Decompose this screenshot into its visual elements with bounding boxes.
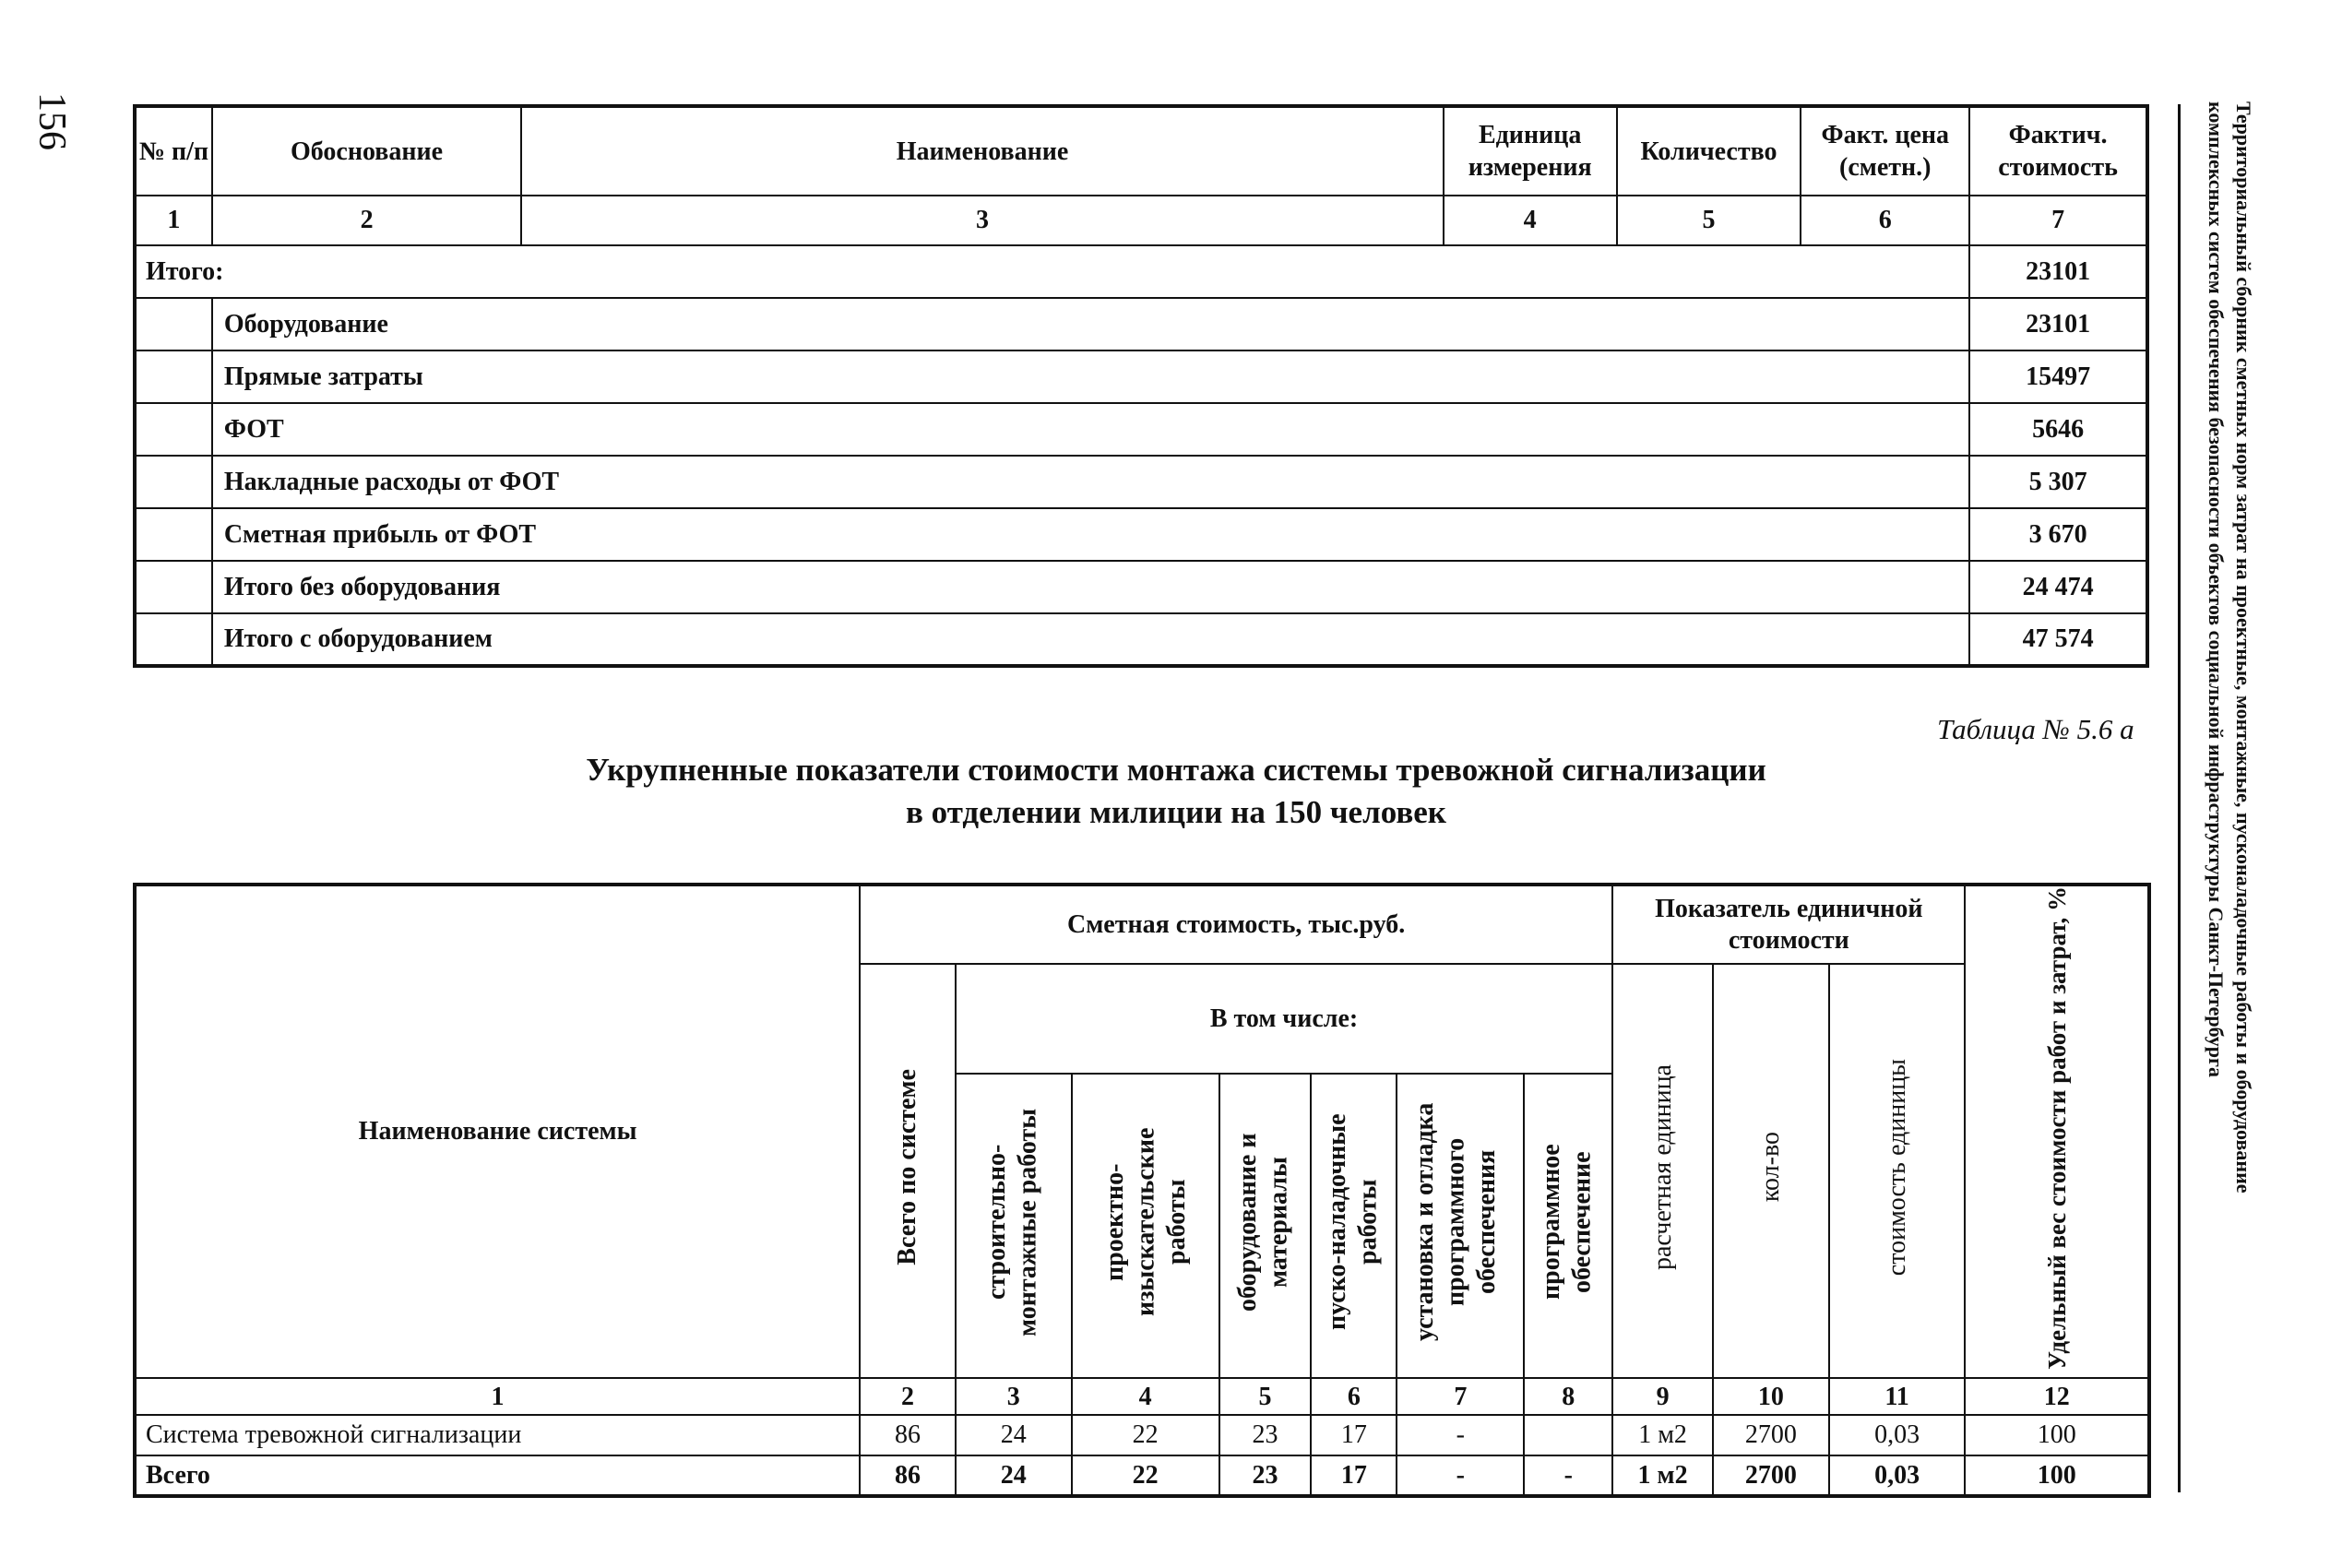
including-header: В том числе: <box>956 964 1612 1074</box>
column-number: 1 <box>135 196 212 245</box>
cell: 2700 <box>1713 1455 1829 1496</box>
header-cell: № п/п <box>135 106 212 196</box>
table-title-line1: Укрупненные показатели стоимости монтажа системы тревожной сигнализации <box>586 752 1766 788</box>
table-row <box>135 613 2147 666</box>
column-number: 6 <box>1311 1378 1397 1415</box>
row-value: 5 307 <box>1969 456 2147 508</box>
cell: - <box>1397 1415 1524 1455</box>
header-cell: Количество <box>1617 106 1801 196</box>
cell: 23 <box>1219 1455 1312 1496</box>
cell: 86 <box>860 1415 956 1455</box>
system-name: Система тревожной сигнализации <box>135 1415 860 1455</box>
table-row <box>135 561 2147 613</box>
unit-cost-header: стоимость единицы <box>1829 964 1966 1378</box>
cell: 23 <box>1219 1415 1312 1455</box>
table-row <box>135 1455 2149 1496</box>
page-number: 156 <box>30 92 73 150</box>
construction-header: строительно-монтажные работы <box>956 1074 1072 1378</box>
side-header-line2: комплексных систем обеспечения безопасности объектов социальной инфраструктуры Санкт-Петербурга <box>2205 101 2228 1077</box>
row-value: 24 474 <box>1969 561 2147 613</box>
column-number-row <box>135 196 2147 245</box>
cell: 24 <box>956 1415 1072 1455</box>
cell: 1 м2 <box>1612 1415 1713 1455</box>
header-row <box>135 885 2149 964</box>
column-number: 8 <box>1524 1378 1612 1415</box>
cell: 1 м2 <box>1612 1455 1713 1496</box>
header-cell: Факт. цена (сметн.) <box>1801 106 1969 196</box>
table-row <box>135 350 2147 403</box>
header-row <box>135 106 2147 196</box>
cell: 0,03 <box>1829 1455 1966 1496</box>
row-label: Сметная прибыль от ФОТ <box>212 508 1969 561</box>
table-number: Таблица № 5.6 а <box>1937 713 2134 745</box>
software-install-header: установка и отладка программного обеспечения <box>1397 1074 1524 1378</box>
header-cell: Единица измерения <box>1444 106 1617 196</box>
total-value: 23101 <box>1969 245 2147 298</box>
column-number: 11 <box>1829 1378 1966 1415</box>
row-label: ФОТ <box>212 403 1969 456</box>
row-value: 23101 <box>1969 298 2147 350</box>
design-header: проектно-изыскательские работы <box>1072 1074 1219 1378</box>
cell: 17 <box>1311 1415 1397 1455</box>
row-label: Оборудование <box>212 298 1969 350</box>
equipment-header: оборудование и материалы <box>1219 1074 1312 1378</box>
row-value: 15497 <box>1969 350 2147 403</box>
header-cell: Фактич. стоимость <box>1969 106 2147 196</box>
qty-header: кол-во <box>1713 964 1829 1378</box>
cell: 24 <box>956 1455 1072 1496</box>
row-label: Итого с оборудованием <box>212 613 1969 666</box>
cell: 86 <box>860 1455 956 1496</box>
system-name: Всего <box>135 1455 860 1496</box>
column-number: 3 <box>521 196 1443 245</box>
share-header: Удельный вес стоимости работ и затрат, % <box>1965 885 2149 1378</box>
side-divider <box>2178 104 2181 1492</box>
row-label: Накладные расходы от ФОТ <box>212 456 1969 508</box>
side-header-line1: Территориальный сборник сметных норм затрат на проектные, монтажные, пусконаладочные работы и оборудование <box>2232 101 2255 1194</box>
column-number: 2 <box>860 1378 956 1415</box>
cell: 100 <box>1965 1455 2149 1496</box>
column-number: 10 <box>1713 1378 1829 1415</box>
column-number: 5 <box>1617 196 1801 245</box>
software-header: программное обеспечение <box>1524 1074 1612 1378</box>
cell: 2700 <box>1713 1415 1829 1455</box>
cell: - <box>1524 1455 1612 1496</box>
row-value: 5646 <box>1969 403 2147 456</box>
column-number: 5 <box>1219 1378 1312 1415</box>
column-number: 4 <box>1072 1378 1219 1415</box>
table-row <box>135 508 2147 561</box>
row-value: 47 574 <box>1969 613 2147 666</box>
unit-header: расчетная единица <box>1612 964 1713 1378</box>
column-number: 4 <box>1444 196 1617 245</box>
column-number: 12 <box>1965 1378 2149 1415</box>
column-number: 7 <box>1969 196 2147 245</box>
table-row <box>135 456 2147 508</box>
cell: 22 <box>1072 1415 1219 1455</box>
column-number: 1 <box>135 1378 860 1415</box>
table-row <box>135 1415 2149 1455</box>
table-title <box>369 749 1983 833</box>
column-number: 7 <box>1397 1378 1524 1415</box>
column-number-row <box>135 1378 2149 1415</box>
column-number: 2 <box>212 196 521 245</box>
table-row <box>135 298 2147 350</box>
row-label: Прямые затраты <box>212 350 1969 403</box>
unit-indicator-header: Показатель единичной стоимости <box>1612 885 1965 964</box>
table-title-line2: в отделении милиции на 150 человек <box>906 793 1446 830</box>
cell: - <box>1397 1455 1524 1496</box>
total-system-header: Всего по системе <box>860 964 956 1378</box>
row-label: Итого без оборудования <box>212 561 1969 613</box>
cell: 22 <box>1072 1455 1219 1496</box>
cell <box>1524 1415 1612 1455</box>
total-label: Итого: <box>135 245 1969 298</box>
row-value: 3 670 <box>1969 508 2147 561</box>
column-number: 6 <box>1801 196 1969 245</box>
commissioning-header: пуско-наладочные работы <box>1311 1074 1397 1378</box>
system-name-header: Наименование системы <box>135 885 860 1378</box>
cost-summary-table <box>133 104 2149 668</box>
cost-header: Сметная стоимость, тыс.руб. <box>860 885 1612 964</box>
cell: 0,03 <box>1829 1415 1966 1455</box>
cost-indicators-table <box>133 883 2151 1498</box>
cell: 17 <box>1311 1455 1397 1496</box>
table-row <box>135 403 2147 456</box>
column-number: 9 <box>1612 1378 1713 1415</box>
header-cell: Наименование <box>521 106 1443 196</box>
header-cell: Обоснование <box>212 106 521 196</box>
cell: 100 <box>1965 1415 2149 1455</box>
column-number: 3 <box>956 1378 1072 1415</box>
total-row <box>135 245 2147 298</box>
